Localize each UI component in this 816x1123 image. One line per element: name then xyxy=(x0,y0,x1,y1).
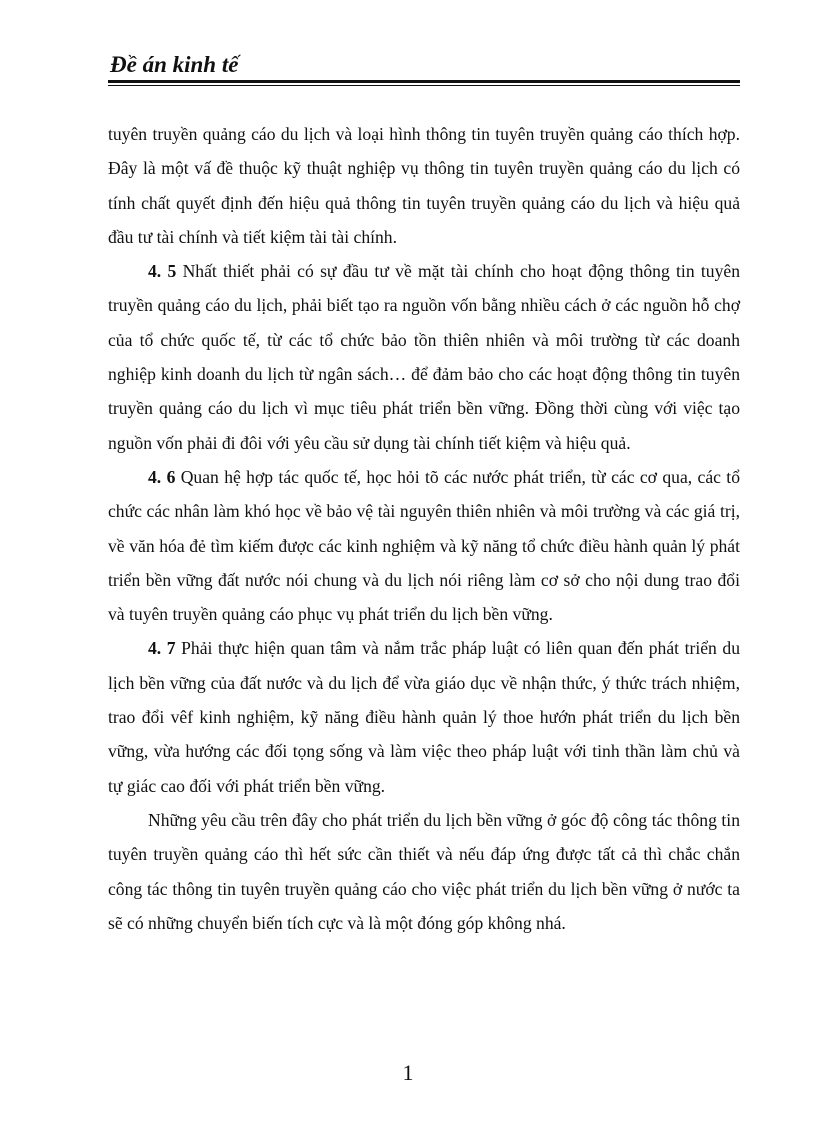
header-rule-thick xyxy=(108,80,740,83)
paragraph-4-7 xyxy=(108,631,740,802)
page-header xyxy=(108,52,740,78)
body-text xyxy=(108,117,740,940)
paragraph-text: Nhất thiết phải có sự đầu tư về mặt tài chính cho hoạt động thông tin tuyên truyền quảng cáo du lịch, phải biết tạo ra nguồn vốn bằng nhiều cách ở các nguồn hỗ chợ của tổ chức quốc tế, từ các tổ chức bảo tồn thiên nhiên và môi trường từ các doanh nghiệp kinh doanh du lịch từ ngân sách… để đảm bảo cho các hoạt động thông tin tuyên truyền quảng cáo du lịch vì mục tiêu phát triển bền vững. Đồng thời cùng với việc tạo nguồn vốn phải đi đôi với yêu cầu sử dụng tài chính tiết kiệm và hiệu quả. xyxy=(108,261,740,453)
header-title: Đề án kinh tế xyxy=(110,52,239,77)
paragraph-4-5 xyxy=(108,254,740,460)
section-number: 4. 7 xyxy=(148,638,176,659)
paragraph-text: Quan hệ hợp tác quốc tế, học hỏi tõ các nước phát triển, từ các cơ qua, các tổ chức các nhân làm khó học về bảo vệ tài nguyên thiên nhiên và môi trường và các giá trị, về văn hóa đẻ tìm kiếm được các kinh nghiệm và kỹ năng tổ chức điều hành quản lý phát triển bền vững đất nước nói chung và du lịch nói riêng làm cơ sở cho nội dung trao đổi và tuyên truyền quảng cáo phục vụ phát triển du lịch bền vững. xyxy=(108,466,740,625)
page-number: 1 xyxy=(402,1060,414,1085)
section-number: 4. 6 xyxy=(148,466,176,487)
paragraph-text: Phải thực hiện quan tâm và nắm trắc pháp luật có liên quan đến phát triển du lịch bền vững của đất nước và du lịch để vừa giáo dục về nhận thức, ý thức trách nhiệm, trao đổi vêf kinh nghiệm, kỹ năng điều hành quản lý thoe hướn phát triển du lịch bền vững, vừa hướng các đối tọng sống và làm việc theo pháp luật với tinh thần làm chủ và tự giác cao đối với phát triển bền vững. xyxy=(108,638,740,796)
section-number: 4. 5 xyxy=(148,261,177,282)
paragraph-conclusion xyxy=(108,803,740,940)
paragraph-continuation xyxy=(108,117,740,254)
paragraph-text: Những yêu cầu trên đây cho phát triển du lịch bền vững ở góc độ công tác thông tin tuyên truyền quảng cáo thì hết sức cần thiết và nếu đáp ứng được tất cả thì chắc chắn công tác thông tin tuyên truyền quảng cáo cho việc phát triển du lịch bền vững ở nước ta sẽ có những chuyển biến tích cực và là một đóng góp không nhá. xyxy=(108,809,740,933)
paragraph-4-6 xyxy=(108,460,740,631)
header-rule-thin xyxy=(108,85,740,86)
paragraph-text: tuyên truyền quảng cáo du lịch và loại hình thông tin tuyên truyền quảng cáo thích hợp. Đây là một vấ đề thuộc kỹ thuật nghiệp vụ thông tin tuyên truyền quảng cáo du lịch có tính chất quyết định đến hiệu quả thông tin tuyên truyền quảng cáo du lịch và hiệu quả đầu tư tài chính và tiết kiệm tài tài chính. xyxy=(108,124,740,247)
